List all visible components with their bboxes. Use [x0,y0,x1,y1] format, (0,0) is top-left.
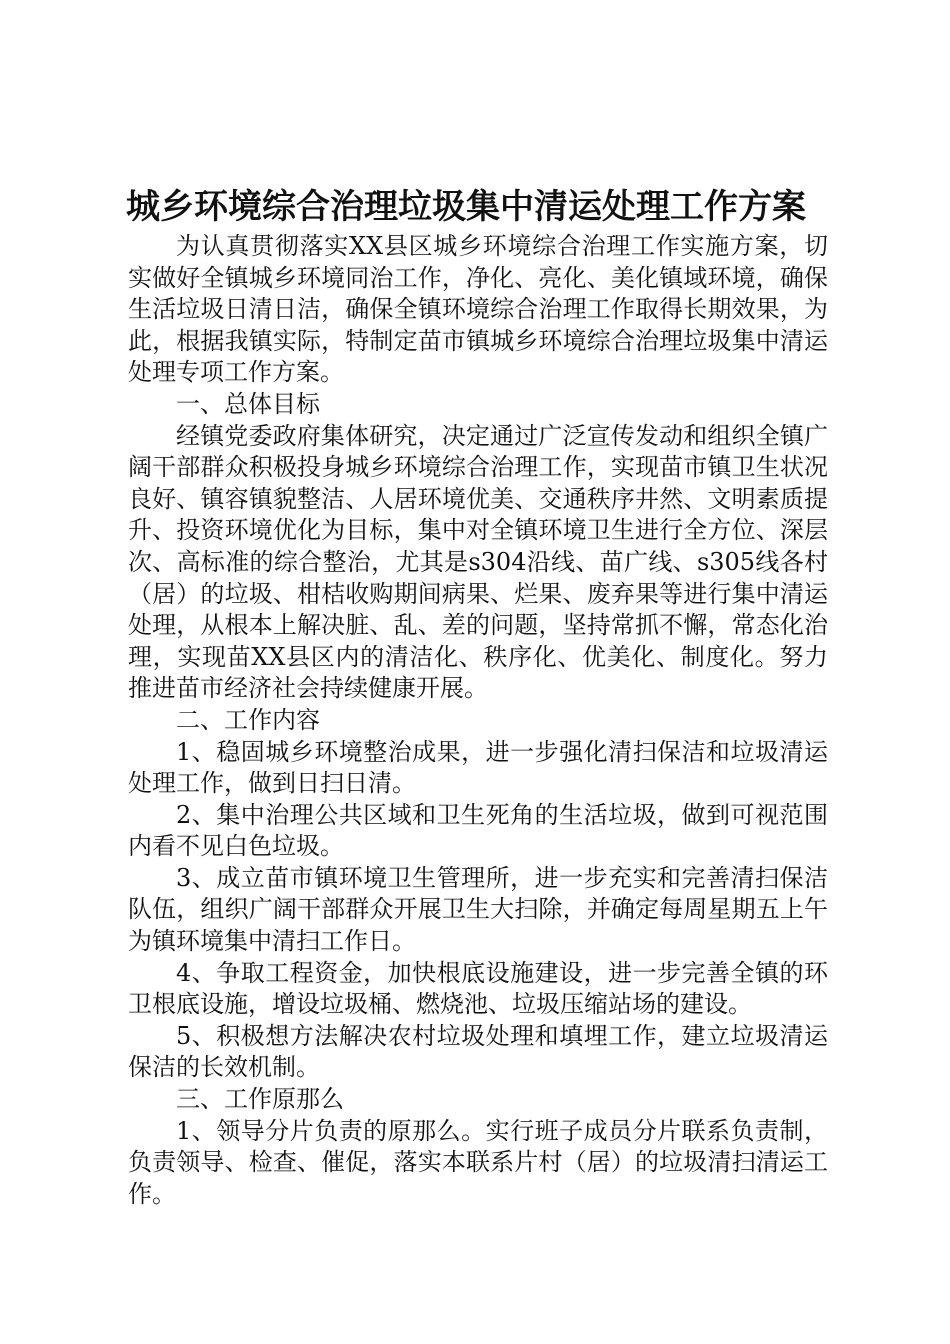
intro-paragraph: 为认真贯彻落实XX县区城乡环境综合治理工作实施方案，切实做好全镇城乡环境同治工作，净化、亮化、美化镇域环境，确保生活垃圾日清日洁，确保全镇环境综合治理工作取得长期效果，为此，根据我镇实际，特制定苗市镇城乡环境综合治理垃圾集中清运处理专项工作方案。 [128,232,828,387]
work-content-item-3: 3、成立苗市镇环境卫生管理所，进一步充实和完善清扫保洁队伍，组织广阔干部群众开展卫生大扫除，并确定每周星期五上午为镇环境集中清扫工作日。 [128,863,828,956]
document-title: 城乡环境综合治理垃圾集中清运处理工作方案 [126,187,806,227]
work-content-item-1: 1、稳固城乡环境整治成果，进一步强化清扫保洁和垃圾清运处理工作，做到日扫日清。 [128,737,828,798]
document-body [128,231,828,1210]
work-content-item-4: 4、争取工程资金，加快根底设施建设，进一步完善全镇的环卫根底设施，增设垃圾桶、燃烧池、垃圾压缩站场的建设。 [128,958,828,1019]
section-heading-overall-goal: 一、总体目标 [176,389,320,418]
work-content-item-5: 5、积极想方法解决农村垃圾处理和填埋工作，建立垃圾清运保洁的长效机制。 [128,1021,828,1082]
overall-goal-paragraph: 经镇党委政府集体研究，决定通过广泛宣传发动和组织全镇广阔干部群众积极投身城乡环境综合治理工作，实现苗市镇卫生状况良好、镇容镇貌整洁、人居环境优美、交通秩序井然、文明素质提升、投资环境优化为目标，集中对全镇环境卫生进行全方位、深层次、高标准的综合整治，尤其是s304沿线、苗广线、s305线各村（居）的垃圾、柑桔收购期间病果、烂果、废弃果等进行集中清运处理，从根本上解决脏、乱、差的问题，坚持常抓不懈，常态化治理，实现苗XX县区内的清洁化、秩序化、优美化、制度化。努力推进苗市经济社会持续健康开展。 [128,421,828,703]
work-principle-item-1: 1、领导分片负责的原那么。实行班子成员分片联系负责制，负责领导、检查、催促，落实本联系片村（居）的垃圾清扫清运工作。 [128,1116,828,1208]
section-heading-work-principles: 三、工作原那么 [176,1085,344,1114]
document-page [128,185,828,1210]
section-heading-work-content: 二、工作内容 [176,705,320,734]
work-content-item-2: 2、集中治理公共区域和卫生死角的生活垃圾，做到可视范围内看不见白色垃圾。 [128,800,828,861]
